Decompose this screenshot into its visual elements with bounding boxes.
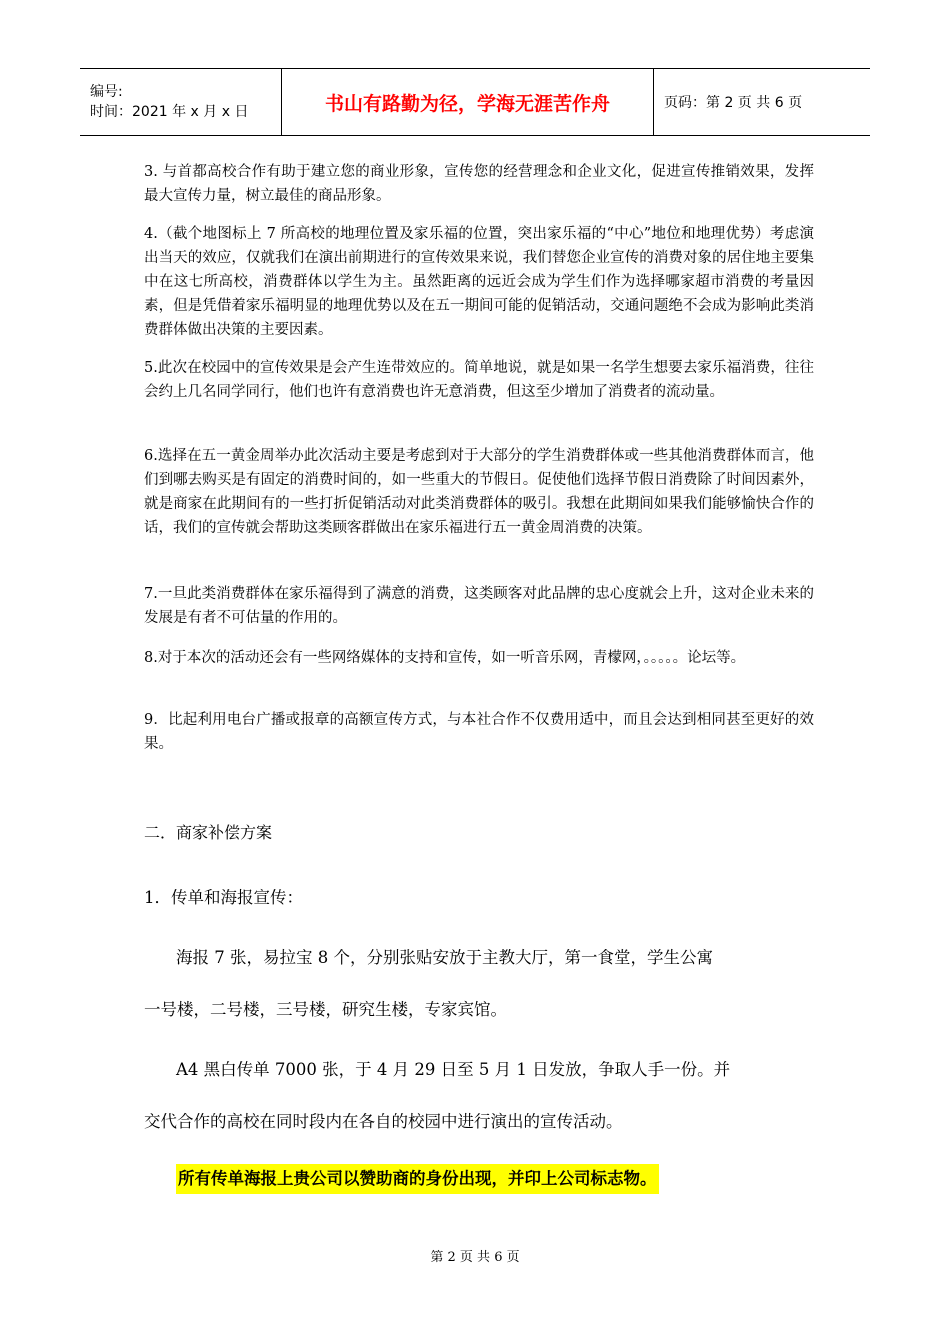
page-footer: 第 2 页 共 6 页: [430, 1250, 520, 1265]
number-label: 编号:: [90, 84, 123, 100]
header-page-code: 页码：第 2 页 共 6 页: [664, 95, 803, 111]
header-motto: 书山有路勤为径，学海无涯苦作舟: [281, 69, 654, 135]
body-line: 交代合作的高校在同时段内在各自的校园中进行演出的宣传活动。: [144, 1112, 623, 1131]
section-heading: 二．商家补偿方案: [144, 823, 273, 842]
paragraph-3: 3. 与首都高校合作有助于建立您的商业形象，宣传您的经营理念和企业文化，促进宣传推销效果，发挥最大宣传力量，树立最佳的商品形象。: [144, 164, 814, 204]
body-line: 海报 7 张，易拉宝 8 个，分别张贴安放于主教大厅，第一食堂，学生公寓: [176, 948, 713, 967]
paragraph-9: 9．比起利用电台广播或报章的高额宣传方式，与本社合作不仅费用适中，而且会达到相同甚至更好的效果。: [144, 712, 814, 752]
paragraph-5: 5.此次在校园中的宣传效果是会产生连带效应的。简单地说，就是如果一名学生想要去家乐福消费，往往会约上几名同学同行，他们也许有意消费也许无意消费，但这至少增加了消费者的流动量。: [144, 360, 814, 400]
body-line: A4 黑白传单 7000 张，于 4 月 29 日至 5 月 1 日发放，争取人手一份。并: [176, 1060, 731, 1079]
highlighted-note: 所有传单海报上贵公司以赞助商的身份出现，并印上公司标志物。: [176, 1164, 659, 1194]
time-label: 时间：2021 年 x 月 x 日: [90, 104, 249, 120]
paragraph-6: 6.选择在五一黄金周举办此次活动主要是考虑到对于大部分的学生消费群体或一些其他消费群体而言，他们到哪去购买是有固定的消费时间的，如一些重大的节假日。促使他们选择节假日消费除了时间因素外，就是商家在此期间有的一些打折促销活动对此类消费群体的吸引。我想在此期间如果我们能够愉快合作的话，我们的宣传就会帮助这类顾客群做出在家乐福进行五一黄金周消费的决策。: [144, 448, 814, 536]
paragraph-8: 8.对于本次的活动还会有一些网络媒体的支持和宣传，如一听音乐网，青檬网，。。。。。论坛等。: [144, 650, 746, 666]
paragraph-4: 4.（截个地图标上 7 所高校的地理位置及家乐福的位置，突出家乐福的“中心”地位和地理优势）考虑演出当天的效应，仅就我们在演出前期进行的宣传效果来说，我们替您企业宣传的消费对象的居住地主要集中在这七所高校，消费群体以学生为主。虽然距离的远近会成为学生们作为选择哪家超市消费的考量因素，但是凭借着家乐福明显的地理优势以及在五一期间可能的促销活动，交通问题绝不会成为影响此类消费群体做出决策的主要因素。: [144, 226, 814, 338]
paragraph-7: 7.一旦此类消费群体在家乐福得到了满意的消费，这类顾客对此品牌的忠心度就会上升，这对企业未来的发展是有者不可估量的作用的。: [144, 586, 814, 626]
header-meta: [80, 69, 281, 135]
page-header: [80, 68, 870, 136]
body-line: 一号楼，二号楼，三号楼，研究生楼，专家宾馆。: [144, 1000, 507, 1019]
sub-heading: 1．传单和海报宣传：: [144, 888, 303, 907]
